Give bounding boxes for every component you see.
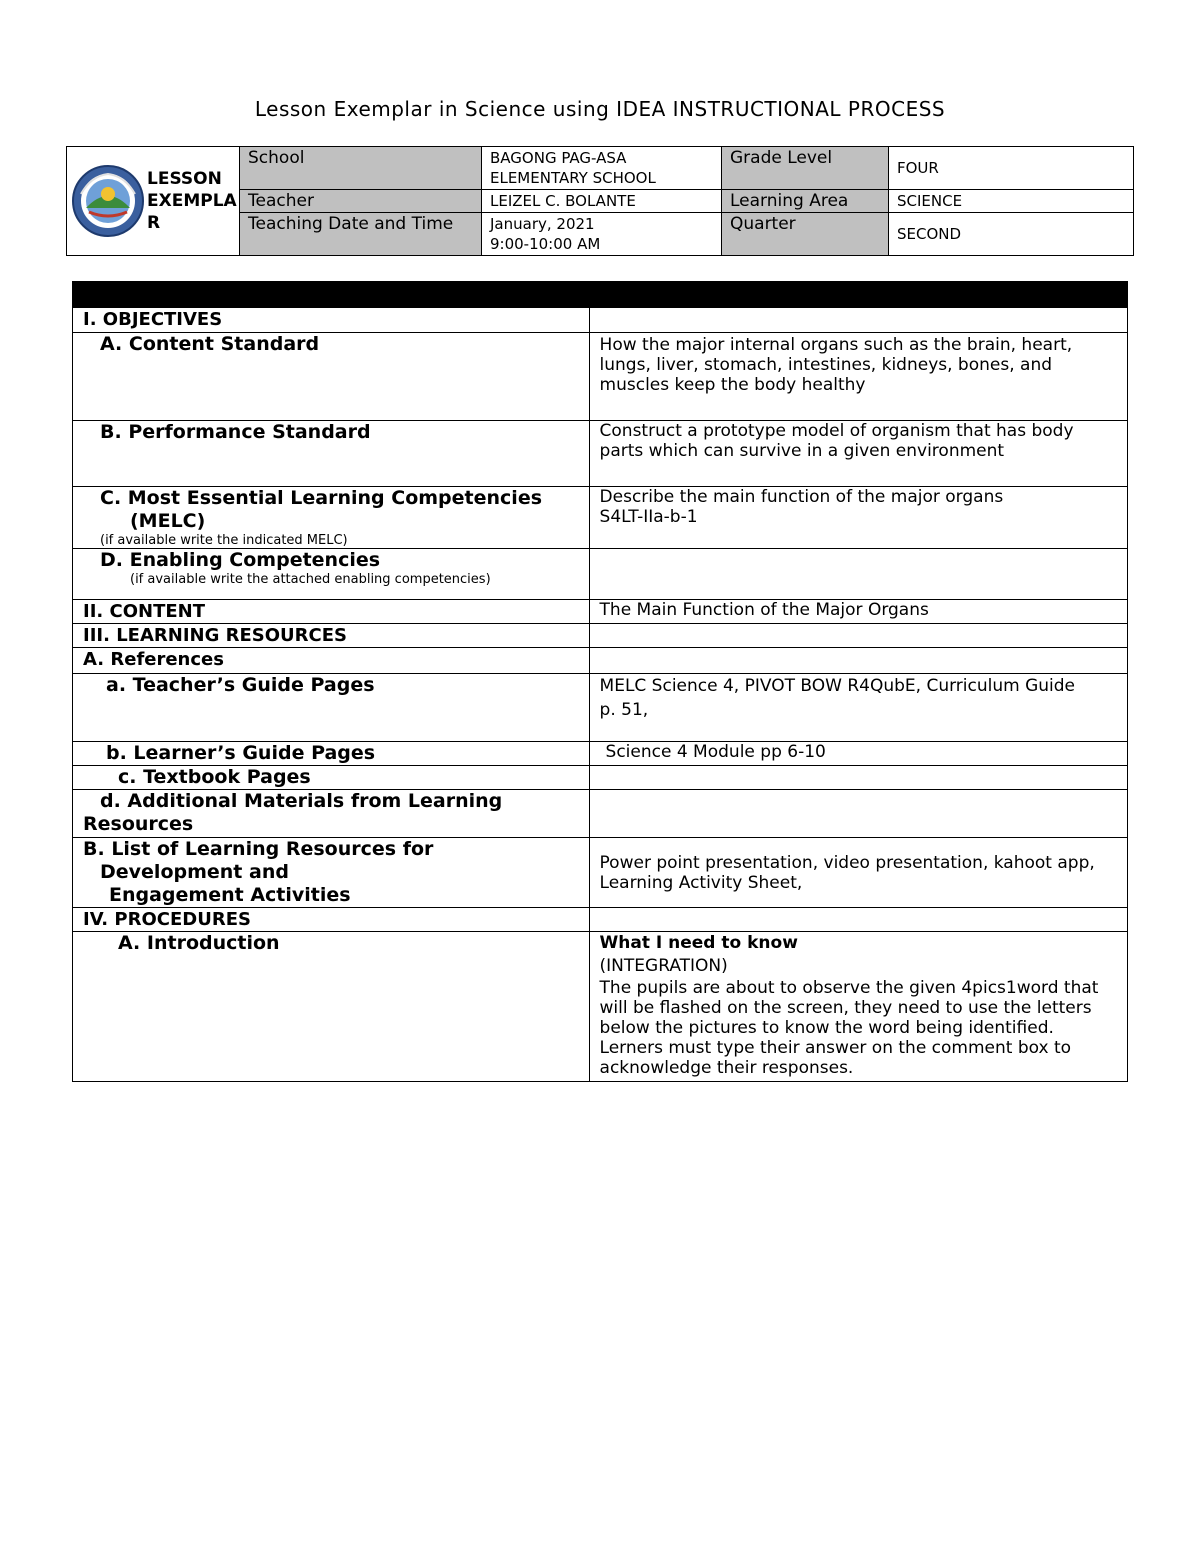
date-label: Teaching Date and Time [240, 213, 482, 256]
grade-label: Grade Level [722, 147, 889, 190]
learners-guide-label: b. Learner’s Guide Pages [106, 742, 376, 764]
lesson-header-table [66, 146, 1134, 256]
teacher-label: Teacher [240, 190, 482, 213]
table-row [73, 790, 1128, 838]
melc-code: S4LT-IIa-b-1 [599, 507, 698, 527]
school-value: BAGONG PAG-ASA ELEMENTARY SCHOOL [482, 147, 722, 190]
textbook-label: c. Textbook Pages [118, 766, 311, 788]
learners-guide-value: Science 4 Module pp 6-10 [605, 742, 826, 762]
performance-standard-value: Construct a prototype model of organism that has body parts which can survive in a given environment [589, 421, 1127, 487]
date-value-time: 9:00-10:00 AM [490, 235, 601, 253]
table-row [73, 549, 1128, 600]
introduction-label: A. Introduction [118, 932, 280, 954]
page-title: Lesson Exemplar in Science using IDEA INSTRUCTIONAL PROCESS [254, 97, 946, 121]
table-row [73, 624, 1128, 648]
teachers-guide-page: p. 51, [599, 700, 649, 720]
teachers-guide-label: a. Teacher’s Guide Pages [106, 674, 375, 696]
enabling-note: (if available write the attached enabling competencies) [130, 572, 491, 587]
additional-materials-label-cont: Resources [83, 813, 194, 835]
procedures-label: IV. PROCEDURES [73, 908, 590, 932]
table-row [73, 838, 1128, 908]
date-value [482, 213, 722, 256]
area-label: Learning Area [722, 190, 889, 213]
quarter-label: Quarter [722, 213, 889, 256]
logo-label: LESSON EXEMPLAR [147, 169, 237, 233]
table-row [73, 674, 1128, 742]
quarter-value: SECOND [889, 213, 1134, 256]
list-resources-label: B. List of Learning Resources for [83, 838, 434, 860]
melc-note: (if available write the indicated MELC) [100, 533, 348, 548]
table-row [73, 600, 1128, 624]
content-standard-label: A. Content Standard [100, 333, 320, 355]
content-standard-value: How the major internal organs such as the brain, heart, lungs, liver, stomach, intestines, kidneys, bones, and muscles keep the body healthy [589, 333, 1127, 421]
date-value-date: January, 2021 [490, 215, 595, 233]
intro-tag: (INTEGRATION) [599, 956, 728, 976]
resources-label: III. LEARNING RESOURCES [73, 624, 590, 648]
enabling-label: D. Enabling Competencies [100, 549, 381, 571]
objectives-label: I. OBJECTIVES [73, 308, 590, 333]
intro-text: The pupils are about to observe the given 4pics1word that will be flashed on the screen, they need to use the letters below the pictures to know the word being identified. Lerners must type their answer on the comment box to acknowledge their responses. [599, 978, 1099, 1078]
content-label: II. CONTENT [73, 600, 590, 624]
content-value: The Main Function of the Major Organs [589, 600, 1127, 624]
table-row [73, 333, 1128, 421]
table-row [73, 487, 1128, 549]
list-resources-label-2: Development and [100, 861, 289, 883]
melc-label-abbr: (MELC) [130, 510, 206, 532]
table-row [73, 908, 1128, 932]
table-row [73, 648, 1128, 674]
logo-cell [67, 147, 240, 256]
list-resources-value: Power point presentation, video presentation, kahoot app, Learning Activity Sheet, [589, 838, 1127, 908]
table-header-bar [73, 282, 1128, 308]
performance-standard-label: B. Performance Standard [100, 421, 371, 443]
table-row [73, 421, 1128, 487]
school-label: School [240, 147, 482, 190]
lesson-plan-table [72, 281, 1128, 1082]
teacher-value: LEIZEL C. BOLANTE [482, 190, 722, 213]
list-resources-label-3: Engagement Activities [109, 884, 351, 906]
grade-value: FOUR [889, 147, 1134, 190]
intro-heading: What I need to know [599, 933, 798, 953]
table-row [73, 932, 1128, 1082]
table-row [73, 308, 1128, 333]
melc-value: Describe the main function of the major organs [599, 487, 1004, 507]
teachers-guide-value: MELC Science 4, PIVOT BOW R4QubE, Curriculum Guide [599, 676, 1076, 696]
deped-seal-icon [71, 164, 145, 238]
table-row [73, 742, 1128, 766]
area-value: SCIENCE [889, 190, 1134, 213]
references-label: A. References [73, 648, 590, 674]
additional-materials-label: d. Additional Materials from Learning [100, 790, 503, 812]
melc-label: C. Most Essential Learning Competencies [100, 487, 543, 509]
table-row [73, 766, 1128, 790]
